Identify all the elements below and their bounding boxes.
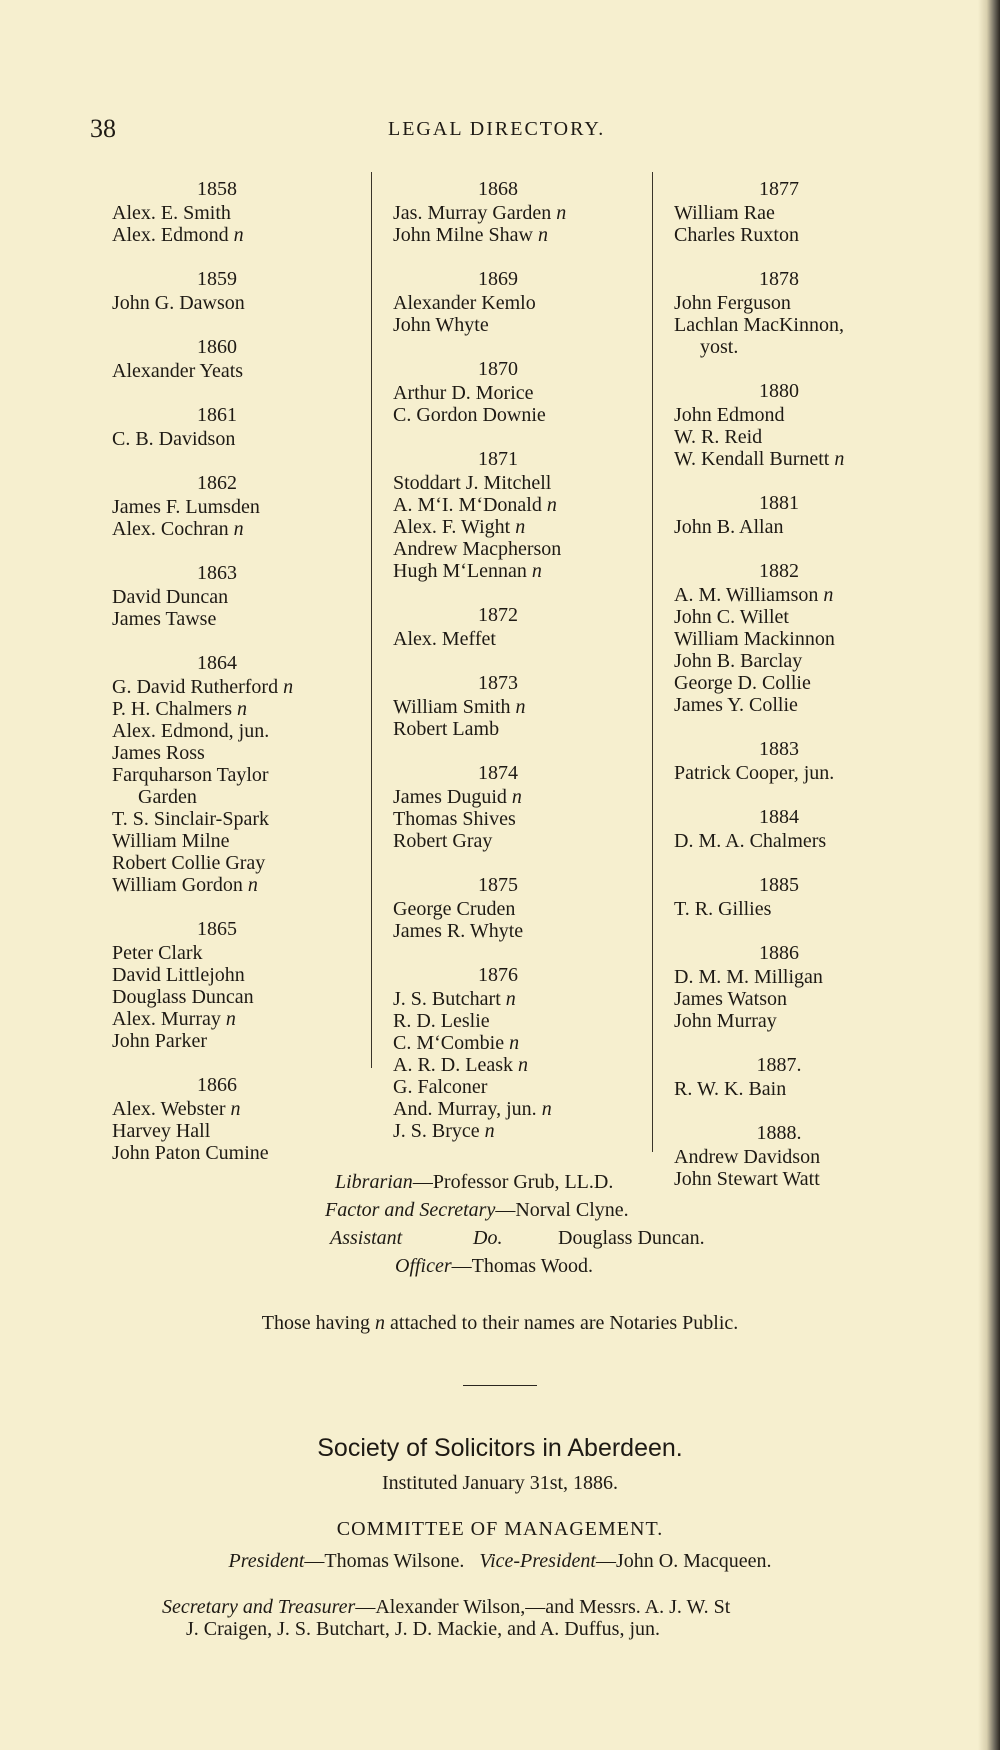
member-name: William Milne — [112, 830, 230, 852]
secretary-line-2: J. Craigen, J. S. Butchart, J. D. Mackie, and A. Duffus, jun. — [186, 1618, 661, 1640]
year-group — [112, 562, 362, 630]
year-group — [674, 380, 944, 470]
year-heading: 1866 — [197, 1074, 237, 1096]
notary-mark: n — [515, 516, 526, 538]
member-name: A. M. Williamson n — [674, 584, 834, 606]
presidents-line — [0, 1550, 1000, 1573]
member-name: Douglass Duncan — [112, 986, 254, 1008]
secretary-line-1 — [162, 1596, 902, 1618]
notary-mark: n — [484, 1120, 495, 1142]
notary-mark: n — [237, 698, 247, 720]
year-group — [393, 964, 643, 1142]
member-name: Arthur D. Morice — [393, 382, 534, 404]
year-heading: 1882 — [759, 560, 799, 582]
year-group — [674, 492, 944, 538]
member-name: And. Murray, jun. n — [393, 1098, 552, 1120]
running-head: LEGAL DIRECTORY. — [388, 118, 606, 140]
year-heading: 1874 — [478, 762, 518, 784]
year-heading: 1870 — [478, 358, 518, 380]
column-divider-right — [652, 172, 653, 1152]
member-name: Stoddart J. Mitchell — [393, 472, 552, 494]
year-heading: 1869 — [478, 268, 518, 290]
year-group — [674, 874, 944, 920]
member-name: John Ferguson — [674, 292, 791, 314]
year-heading: 1888. — [756, 1122, 802, 1144]
member-name: Garden — [138, 786, 197, 808]
member-name: William Rae — [674, 202, 775, 224]
assistant-line — [0, 1224, 1000, 1252]
member-name: C. B. Davidson — [112, 428, 236, 450]
year-heading: 1873 — [478, 672, 518, 694]
year-group — [393, 672, 643, 740]
year-group — [674, 1054, 944, 1100]
member-name: W. R. Reid — [674, 426, 763, 448]
member-name: Alex. E. Smith — [112, 202, 231, 224]
member-name: Patrick Cooper, jun. — [674, 762, 835, 784]
notary-mark: n — [517, 1054, 528, 1076]
year-heading: 1868 — [478, 178, 518, 200]
assistant-name: Douglass Duncan. — [558, 1227, 705, 1249]
member-name: R. D. Leslie — [393, 1010, 490, 1032]
year-heading: 1858 — [197, 178, 237, 200]
member-name: James F. Lumsden — [112, 496, 260, 518]
society-title: Society of Solicitors in Aberdeen. — [317, 1434, 683, 1462]
member-name: John B. Barclay — [674, 650, 803, 672]
column-2 — [393, 178, 643, 1164]
year-heading: 1878 — [759, 268, 799, 290]
year-heading: 1872 — [478, 604, 518, 626]
member-name: C. Gordon Downie — [393, 404, 546, 426]
member-name: D. M. M. Milligan — [674, 966, 823, 988]
member-name: James Y. Collie — [674, 694, 798, 716]
year-group — [112, 178, 362, 246]
notary-mark: n — [515, 696, 526, 718]
member-name: John B. Allan — [674, 516, 784, 538]
notary-mark: n — [283, 676, 294, 698]
year-heading: 1863 — [197, 562, 237, 584]
member-name: John G. Dawson — [112, 292, 245, 314]
member-name: Alex. F. Wight n — [393, 516, 526, 538]
year-group — [674, 560, 944, 716]
member-name: Alex. Webster n — [112, 1098, 241, 1120]
member-name: Alexander Kemlo — [393, 292, 536, 314]
officer-name: —Thomas Wood. — [451, 1255, 594, 1277]
member-name: Jas. Murray Garden n — [393, 202, 567, 224]
year-heading: 1862 — [197, 472, 237, 494]
member-name: Thomas Shives — [393, 808, 516, 830]
year-group — [112, 404, 362, 450]
factor-name: —Norval Clyne. — [495, 1199, 629, 1221]
year-group — [674, 268, 944, 358]
notary-mark: n — [230, 1098, 241, 1120]
member-name: G. David Rutherford n — [112, 676, 294, 698]
column-3 — [674, 178, 944, 1212]
year-heading: 1875 — [478, 874, 518, 896]
notary-mark: n — [233, 224, 244, 246]
member-name: A. M‘I. M‘Donald n — [393, 494, 557, 516]
member-name: Farquharson Taylor — [112, 764, 269, 786]
year-heading: 1864 — [197, 652, 237, 674]
year-heading: 1861 — [197, 404, 237, 426]
member-name: Alex. Edmond n — [112, 224, 244, 246]
column-1 — [112, 178, 362, 1186]
notary-mark: n — [225, 1008, 236, 1030]
notary-mark: n — [511, 786, 522, 808]
member-name: Andrew Davidson — [674, 1146, 821, 1168]
member-name: C. M‘Combie n — [393, 1032, 520, 1054]
section-divider — [463, 1385, 537, 1386]
notary-mark: n — [834, 448, 845, 470]
member-name: Alex. Edmond, jun. — [112, 720, 270, 742]
member-name: William Gordon n — [112, 874, 258, 896]
member-name: Hugh M‘Lennan n — [393, 560, 542, 582]
member-name: Charles Ruxton — [674, 224, 799, 246]
member-name: James Ross — [112, 742, 205, 764]
member-name: James Watson — [674, 988, 788, 1010]
vice-president-label: Vice-President — [479, 1550, 596, 1572]
member-name: A. R. D. Leask n — [393, 1054, 528, 1076]
factor-line — [0, 1196, 1000, 1224]
officers-block — [0, 1168, 1000, 1280]
notary-mark: n — [541, 1098, 552, 1120]
officer-label: Officer — [395, 1255, 452, 1277]
member-name: Alexander Yeats — [112, 360, 244, 382]
year-heading: 1871 — [478, 448, 518, 470]
member-name: R. W. K. Bain — [674, 1078, 787, 1100]
year-group — [393, 448, 643, 582]
secretary-paragraph — [162, 1596, 902, 1640]
year-group — [393, 604, 643, 650]
member-name: John Milne Shaw n — [393, 224, 548, 246]
member-name: James Tawse — [112, 608, 217, 630]
page-number: 38 — [90, 114, 116, 143]
librarian-label: Librarian — [335, 1171, 413, 1193]
year-group — [393, 874, 643, 942]
year-heading: 1860 — [197, 336, 237, 358]
member-name: Robert Collie Gray — [112, 852, 266, 874]
year-group — [112, 336, 362, 382]
president-name: —Thomas Wilsone. — [304, 1550, 465, 1572]
year-heading: 1859 — [197, 268, 237, 290]
member-name: James R. Whyte — [393, 920, 524, 942]
year-group — [674, 806, 944, 852]
notary-mark: n — [538, 224, 548, 246]
member-name: William Smith n — [393, 696, 526, 718]
year-group — [674, 942, 944, 1032]
member-name: Alex. Murray n — [112, 1008, 236, 1030]
member-name: G. Falconer — [393, 1076, 488, 1098]
year-group — [393, 178, 643, 246]
secretary-label: Secretary and Treasurer — [162, 1596, 356, 1618]
member-name: T. R. Gillies — [674, 898, 772, 920]
notary-mark: n — [505, 988, 516, 1010]
member-name: George D. Collie — [674, 672, 811, 694]
year-heading: 1883 — [759, 738, 799, 760]
year-group — [112, 652, 362, 896]
year-heading: 1865 — [197, 918, 237, 940]
year-group — [112, 268, 362, 314]
member-name: Alex. Meffet — [393, 628, 496, 650]
member-name: William Mackinnon — [674, 628, 835, 650]
notaries-note: Those having n attached to their names are Notaries Public. — [261, 1312, 739, 1334]
member-name: W. Kendall Burnett n — [674, 448, 845, 470]
column-divider-left — [371, 172, 372, 1068]
assistant-ditto: Do. — [473, 1227, 503, 1249]
officer-line — [0, 1252, 1000, 1280]
president-label: President — [228, 1550, 305, 1572]
member-name: John C. Willet — [674, 606, 789, 628]
year-heading: 1881 — [759, 492, 799, 514]
member-name: T. S. Sinclair-Spark — [112, 808, 269, 830]
member-name: Harvey Hall — [112, 1120, 211, 1142]
year-group — [674, 738, 944, 784]
year-heading: 1880 — [759, 380, 799, 402]
year-heading: 1887. — [756, 1054, 802, 1076]
member-name: David Duncan — [112, 586, 229, 608]
committee-heading: COMMITTEE OF MANAGEMENT. — [336, 1518, 664, 1540]
member-name: John Edmond — [674, 404, 785, 426]
notary-mark: n — [233, 518, 244, 540]
secretary-name: —Alexander Wilson,—and Messrs. A. J. W. St — [355, 1596, 731, 1618]
notary-mark: n — [375, 1312, 386, 1334]
librarian-name: —Professor Grub, LL.D. — [412, 1171, 614, 1193]
year-group — [674, 178, 944, 246]
member-name: John Murray — [674, 1010, 777, 1032]
member-name: Alex. Cochran n — [112, 518, 244, 540]
member-name: Andrew Macpherson — [393, 538, 562, 560]
year-heading: 1876 — [478, 964, 518, 986]
member-name: yost. — [700, 336, 739, 358]
notary-mark: n — [531, 560, 542, 582]
member-name: Lachlan MacKinnon, — [674, 314, 844, 336]
member-name: John Paton Cumine — [112, 1142, 269, 1164]
year-heading: 1884 — [759, 806, 799, 828]
vice-president-name: —John O. Macqueen. — [595, 1550, 772, 1572]
member-name: Robert Gray — [393, 830, 493, 852]
member-name: John Parker — [112, 1030, 207, 1052]
factor-label: Factor and Secretary — [325, 1199, 496, 1221]
member-name: David Littlejohn — [112, 964, 245, 986]
notary-mark: n — [556, 202, 567, 224]
notary-mark: n — [509, 1032, 520, 1054]
member-name: J. S. Butchart n — [393, 988, 516, 1010]
year-group — [112, 1074, 362, 1164]
instituted-date: Instituted January 31st, 1886. — [381, 1472, 619, 1494]
member-name: D. M. A. Chalmers — [674, 830, 827, 852]
member-name: Robert Lamb — [393, 718, 500, 740]
assistant-label: Assistant — [330, 1227, 403, 1249]
member-name: James Duguid n — [393, 786, 522, 808]
member-name: John Whyte — [393, 314, 489, 336]
year-group — [393, 762, 643, 852]
member-name: J. S. Bryce n — [393, 1120, 495, 1142]
member-name: Peter Clark — [112, 942, 203, 964]
notary-mark: n — [247, 874, 258, 896]
year-group — [112, 918, 362, 1052]
member-name: John Stewart Watt — [674, 1168, 820, 1190]
notary-mark: n — [546, 494, 557, 516]
year-heading: 1885 — [759, 874, 799, 896]
member-name: George Cruden — [393, 898, 516, 920]
year-heading: 1877 — [759, 178, 799, 200]
member-name: P. H. Chalmers n — [112, 698, 247, 720]
notary-mark: n — [823, 584, 834, 606]
year-group — [393, 358, 643, 426]
librarian-line — [0, 1168, 1000, 1196]
year-heading: 1886 — [759, 942, 799, 964]
year-group — [112, 472, 362, 540]
year-group — [393, 268, 643, 336]
